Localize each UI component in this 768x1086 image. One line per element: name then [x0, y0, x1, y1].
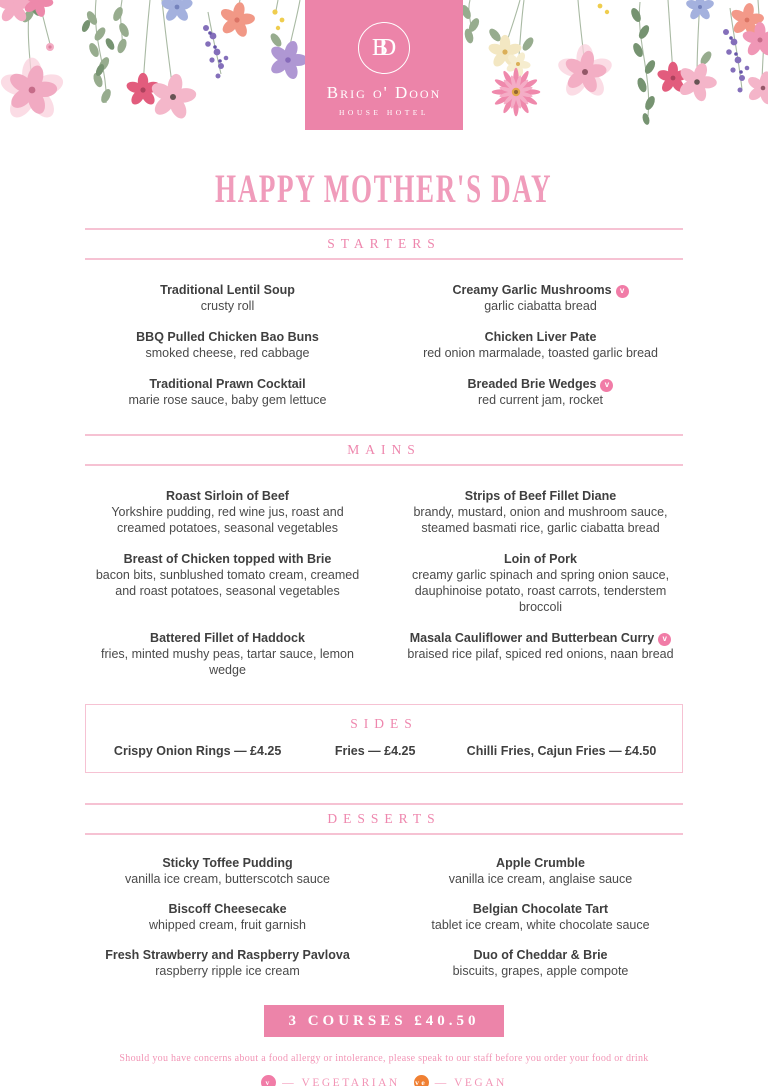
dish-name: Chicken Liver Pate	[484, 330, 597, 344]
dish-desc: brandy, mustard, onion and mushroom sauce, steamed basmati rice, garlic ciabatta bread	[413, 505, 668, 535]
legend-vegetarian	[261, 1075, 400, 1086]
dish-roast-sirloin-of-beef	[85, 488, 370, 536]
brand-subtitle: HOUSE HOTEL	[339, 108, 429, 117]
dish-loin-of-pork	[398, 551, 683, 615]
dish-desc: tablet ice cream, white chocolate sauce	[431, 918, 650, 932]
dish-desc: Yorkshire pudding, red wine jus, roast and creamed potatoes, seasonal vegetables	[111, 505, 344, 535]
dish-biscoff-cheesecake	[85, 901, 370, 933]
dish-name: Fresh Strawberry and Raspberry Pavlova	[105, 948, 350, 962]
section-starters	[85, 228, 683, 434]
sides-heading: SIDES	[350, 716, 418, 731]
dietary-legend	[85, 1075, 683, 1086]
dish-desc: braised rice pilaf, spiced red onions, naan bread	[407, 647, 674, 661]
dish-desc: vanilla ice cream, anglaise sauce	[448, 872, 633, 886]
page-title: HAPPY MOTHER'S DAY	[215, 167, 553, 212]
dish-strips-of-beef-fillet-diane	[398, 488, 683, 536]
desserts-heading-rule	[85, 803, 683, 835]
dish-name: Traditional Prawn Cocktail	[149, 377, 306, 391]
dish-name: Belgian Chocolate Tart	[472, 902, 609, 916]
dish-name: Biscoff Cheesecake	[168, 902, 287, 916]
dish-name: BBQ Pulled Chicken Bao Buns	[136, 330, 319, 344]
dish-desc: marie rose sauce, baby gem lettuce	[128, 393, 327, 407]
side-crispy-onion-rings: Crispy Onion Rings — £4.25	[113, 744, 282, 758]
dish-desc: fries, minted mushy peas, tartar sauce, lemon wedge	[101, 647, 354, 677]
dish-name: Traditional Lentil Soup	[160, 283, 295, 297]
dish-desc: smoked cheese, red cabbage	[145, 346, 310, 360]
dish-desc: whipped cream, fruit garnish	[148, 918, 307, 932]
dish-name: Loin of Pork	[504, 552, 577, 566]
dish-fresh-strawberry-and-raspberry-pavlova	[85, 947, 370, 979]
dish-name: Creamy Garlic Mushrooms v	[398, 282, 683, 298]
dish-traditional-prawn-cocktail	[85, 376, 370, 408]
dish-name: Duo of Cheddar & Brie	[473, 948, 608, 962]
vegetarian-badge: v	[658, 633, 671, 646]
dish-bbq-pulled-chicken-bao-buns	[85, 329, 370, 361]
dish-breast-of-chicken-topped-with-brie	[85, 551, 370, 615]
dish-desc: bacon bits, sunblushed tomato cream, creamed and roast potatoes, seasonal vegetables	[95, 568, 360, 598]
section-sides	[85, 704, 683, 773]
dish-desc: red current jam, rocket	[477, 393, 604, 407]
starters-heading-rule	[85, 228, 683, 260]
dish-name: Roast Sirloin of Beef	[166, 489, 289, 503]
dish-belgian-chocolate-tart	[398, 901, 683, 933]
dish-desc: vanilla ice cream, butterscotch sauce	[125, 872, 330, 886]
dish-desc: raspberry ripple ice cream	[155, 964, 300, 978]
price-banner: 3 COURSES £40.50	[264, 1005, 503, 1037]
dish-name: Apple Crumble	[496, 856, 585, 870]
dish-sticky-toffee-pudding	[85, 855, 370, 887]
dish-desc: creamy garlic spinach and spring onion sauce, dauphinoise potato, roast carrots, tenderstem broccoli	[411, 568, 670, 614]
legend-vegan	[414, 1075, 507, 1086]
dish-duo-of-cheddar-and-brie	[398, 947, 683, 979]
dish-name: Battered Fillet of Haddock	[150, 631, 305, 645]
vegetarian-badge: v	[261, 1075, 276, 1086]
section-mains	[85, 434, 683, 704]
dish-name: Breast of Chicken topped with Brie	[123, 552, 332, 566]
mains-heading-rule	[85, 434, 683, 466]
brand-logo-box	[305, 0, 463, 130]
vegetarian-badge: v	[600, 379, 613, 392]
dish-desc: crusty roll	[200, 299, 255, 313]
dish-desc: red onion marmalade, toasted garlic bread	[423, 346, 658, 360]
brand-name: Brig o' Doon	[326, 83, 442, 102]
allergy-note: Should you have concerns about a food allergy or intolerance, please speak to our staff before you order your food or drink	[119, 1053, 649, 1064]
section-desserts	[85, 803, 683, 1003]
desserts-heading: DESSERTS	[327, 811, 441, 826]
legend-vegetarian-label: — VEGETARIAN	[282, 1076, 400, 1086]
brand-monogram-letters: BD	[371, 34, 388, 61]
dish-traditional-lentil-soup	[85, 282, 370, 314]
dish-name: Breaded Brie Wedges v	[398, 376, 683, 392]
side-fries: Fries — £4.25	[334, 744, 416, 758]
vegetarian-badge: v	[616, 285, 629, 298]
dish-apple-crumble	[398, 855, 683, 887]
dish-desc: garlic ciabatta bread	[484, 299, 597, 313]
starters-heading: STARTERS	[327, 236, 441, 251]
floral-header	[0, 0, 768, 152]
mains-heading: MAINS	[347, 442, 421, 457]
dish-masala-cauliflower-and-butterbean-curry	[398, 630, 683, 678]
dish-name: Masala Cauliflower and Butterbean Curry v	[398, 630, 683, 646]
dish-desc: biscuits, grapes, apple compote	[452, 964, 629, 978]
vegan-badge: ve	[414, 1075, 429, 1086]
brand-monogram-icon	[358, 22, 410, 74]
dish-creamy-garlic-mushrooms	[398, 282, 683, 314]
dish-name: Sticky Toffee Pudding	[162, 856, 293, 870]
dish-battered-fillet-of-haddock	[85, 630, 370, 678]
legend-vegan-label: — VEGAN	[434, 1076, 507, 1086]
side-chilli-cajun-fries: Chilli Fries, Cajun Fries — £4.50	[466, 744, 657, 758]
dish-name: Strips of Beef Fillet Diane	[464, 489, 617, 503]
dish-breaded-brie-wedges	[398, 376, 683, 408]
dish-chicken-liver-pate	[398, 329, 683, 361]
